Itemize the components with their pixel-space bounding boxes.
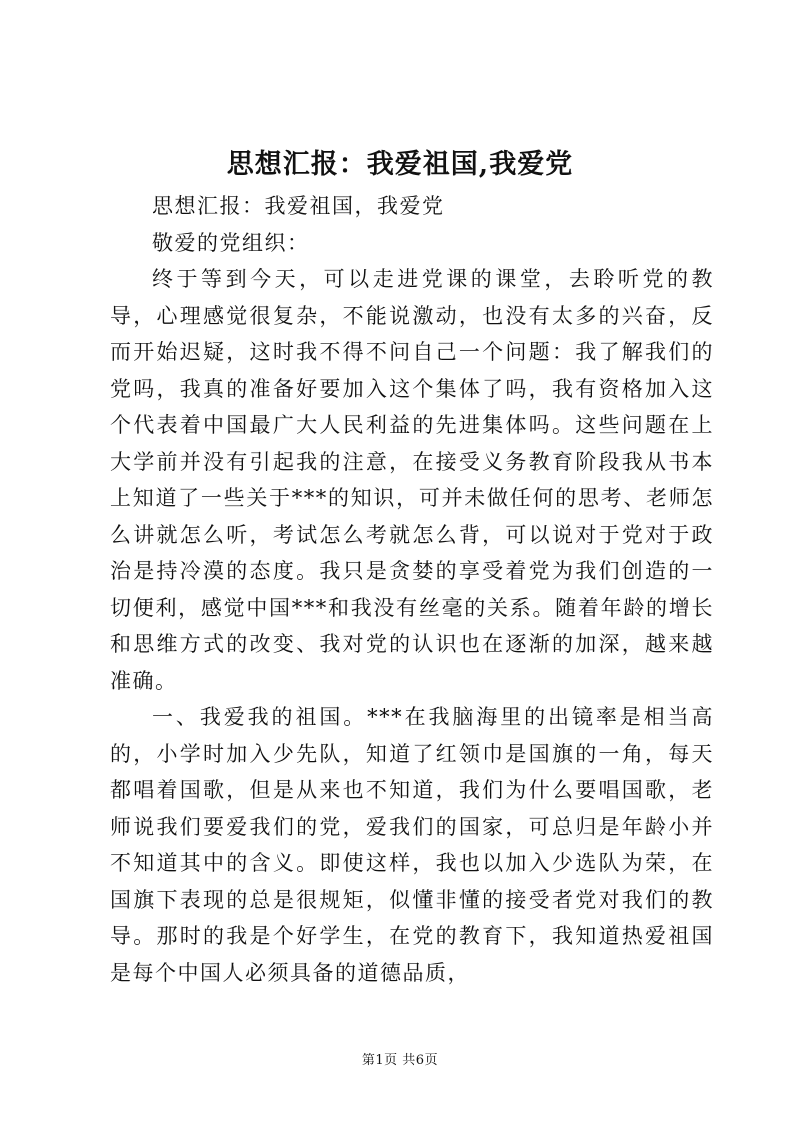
page-number-footer: 第1页 共6页: [361, 1053, 439, 1068]
document-body: [110, 188, 714, 991]
document-title: 思想汇报：我爱祖国,我爱党: [226, 149, 574, 180]
paragraph-intro: 终于等到今天，可以走进党课的课堂，去聆听党的教导，心理感觉很复杂，不能说激动，也没有太多的兴奋，反而开始迟疑，这时我不得不问自己一个问题：我了解我们的党吗，我真的准备好要加入这个集体了吗，我有资格加入这个代表着中国最广大人民利益的先进集体吗。这些问题在上大学前并没有引起我的注意，在接受义务教育阶段我从书本上知道了一些关于***的知识，可并未做任何的思考、老师怎么讲就怎么听，考试怎么考就怎么背，可以说对于党对于政治是持冷漠的态度。我只是贪婪的享受着党为我们创造的一切便利，感觉中国***和我没有丝毫的关系。随着年龄的增长和思维方式的改变、我对党的认识也在逐渐的加深，越来越准确。: [110, 267, 714, 693]
paragraph-subtitle: 思想汇报：我爱祖国，我爱党: [152, 194, 445, 218]
paragraph-section-one: 一、我爱我的祖国。***在我脑海里的出镜率是相当高的，小学时加入少先队，知道了红领巾是国旗的一角，每天都唱着国歌，但是从来也不知道，我们为什么要唱国歌，老师说我们要爱我们的党，爱我们的国家，可总归是年龄小并不知道其中的含义。即使这样，我也以加入少选队为荣，在国旗下表现的总是很规矩，似懂非懂的接受者党对我们的教导。那时的我是个好学生，在党的教育下，我知道热爱祖国是每个中国人必须具备的道德品质，: [110, 705, 714, 985]
paragraph-salutation: 敬爱的党组织：: [152, 230, 310, 255]
